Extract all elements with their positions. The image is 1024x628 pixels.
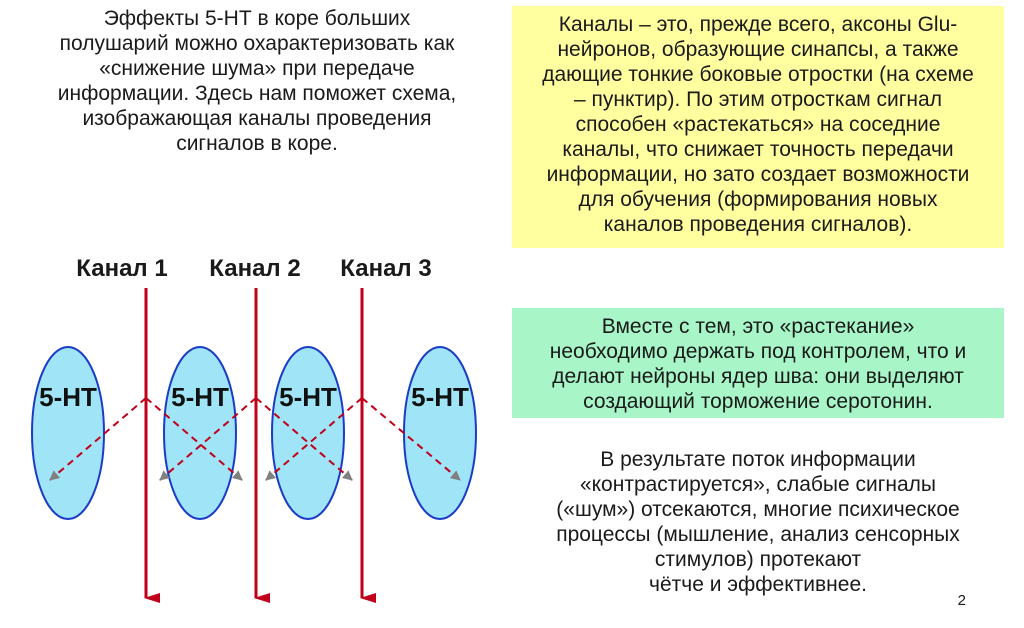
explanation-line: каналы, что снижает точность передачи [562, 138, 954, 161]
raphe-nucleus-ellipse [32, 347, 104, 519]
5ht-label: 5-НТ [171, 382, 229, 412]
control-line: необходимо держать под контролем, что и [549, 340, 967, 363]
result-line: В результате поток информации [600, 448, 916, 471]
5ht-label: 5-НТ [279, 382, 337, 412]
explanation-line: нейронов, образующие синапсы, а также [557, 38, 959, 61]
explanation-line: дающие тонкие боковые отростки (на схеме [542, 63, 974, 86]
explanation-line: для обучения (формирования новых [578, 188, 938, 211]
result-line: процессы (мышление, анализ сенсорных [556, 523, 960, 546]
result-line: чётче и эффективнее. [649, 573, 867, 596]
intro-line: Эффекты 5-НТ в коре больших [103, 7, 411, 30]
result-line: («шум») отсекаются, многие психическое [556, 498, 960, 521]
intro-line: информации. Здесь нам поможет схема, [57, 82, 457, 105]
explanation-line: каналов проведения сигналов). [603, 213, 913, 236]
page-number: 2 [957, 592, 966, 609]
explanation-line: информации, но зато создает возможности [546, 163, 970, 186]
explanation-line: – пунктир). По этим отросткам сигнал [574, 88, 942, 111]
explanation-line: способен «растекаться» на соседние [575, 113, 941, 136]
5ht-label: 5-НТ [39, 382, 97, 412]
channel-2-label: Канал 2 [209, 255, 301, 282]
channel-3-label: Канал 3 [340, 255, 432, 282]
intro-line: изображающая каналы проведения [82, 107, 432, 130]
explanation-line: Каналы – это, прежде всего, аксоны Glu- [558, 13, 958, 36]
control-line: создающий торможение серотонин. [583, 390, 933, 413]
intro-line: полушарий можно охарактеризовать как [59, 32, 455, 55]
5ht-label: 5-НТ [411, 382, 469, 412]
channel-1-label: Канал 1 [76, 255, 168, 282]
result-text [512, 447, 1004, 597]
raphe-nucleus-ellipse [164, 347, 236, 519]
control-line: делают нейроны ядер шва: они выделяют [552, 365, 964, 388]
result-line: стимулов) протекают [654, 548, 862, 571]
intro-line: сигналов в коре. [176, 132, 338, 155]
raphe-nucleus-ellipse [404, 347, 476, 519]
channels-explanation-box [512, 6, 1004, 248]
raphe-nucleus-ellipse [272, 347, 344, 519]
serotonin-control-box [512, 308, 1004, 418]
control-line: Вместе с тем, это «растекание» [601, 315, 915, 338]
result-line: «контрастируется», слабые сигналы [579, 473, 937, 496]
channels-diagram [0, 240, 500, 625]
intro-text [22, 6, 492, 156]
intro-line: «снижение шума» при передаче [99, 57, 415, 80]
